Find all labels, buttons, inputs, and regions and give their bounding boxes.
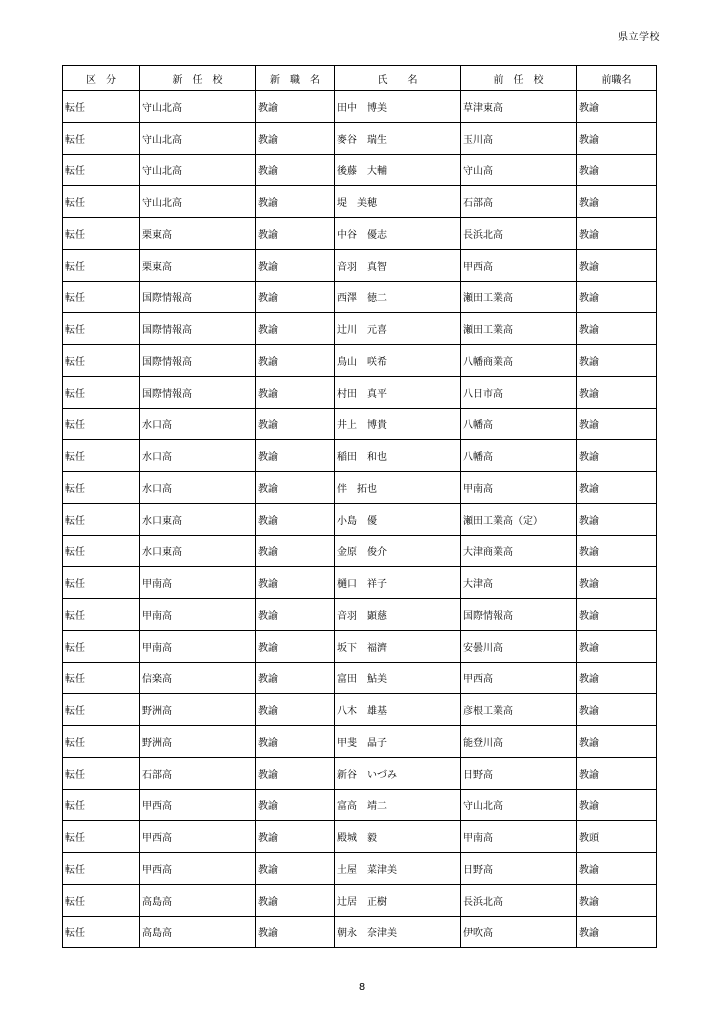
- cell-previous-school: 石部高: [461, 186, 577, 218]
- page-number: 8: [358, 982, 366, 993]
- cell-previous-school: 瀬田工業高: [461, 313, 577, 345]
- cell-new-school: 国際情報高: [140, 345, 256, 377]
- cell-previous-title: 教諭: [577, 853, 657, 885]
- cell-previous-title: 教諭: [577, 662, 657, 694]
- cell-new-title: 教諭: [256, 440, 335, 472]
- cell-new-school: 高島高: [140, 884, 256, 916]
- table-row: [63, 535, 657, 567]
- table-row: [63, 91, 657, 123]
- cell-name: 後藤 大輔: [335, 154, 461, 186]
- cell-category: 転任: [63, 726, 140, 758]
- cell-category: 転任: [63, 662, 140, 694]
- cell-new-title: 教諭: [256, 218, 335, 250]
- cell-new-title: 教諭: [256, 345, 335, 377]
- cell-previous-title: 教諭: [577, 630, 657, 662]
- table-row: [63, 503, 657, 535]
- cell-category: 転任: [63, 789, 140, 821]
- personnel-transfer-table: [62, 65, 657, 948]
- cell-category: 転任: [63, 91, 140, 123]
- cell-new-title: 教諭: [256, 186, 335, 218]
- cell-previous-title: 教諭: [577, 789, 657, 821]
- cell-name: 土屋 菜津美: [335, 853, 461, 885]
- cell-category: 転任: [63, 694, 140, 726]
- table-row: [63, 154, 657, 186]
- table-body: [63, 91, 657, 948]
- cell-new-title: 教諭: [256, 91, 335, 123]
- column-header-previous-title: 前職名: [577, 66, 657, 91]
- cell-previous-school: 瀬田工業高（定）: [461, 503, 577, 535]
- table-row: [63, 440, 657, 472]
- cell-previous-school: 安曇川高: [461, 630, 577, 662]
- cell-new-school: 甲西高: [140, 821, 256, 853]
- cell-new-school: 水口高: [140, 408, 256, 440]
- cell-category: 転任: [63, 345, 140, 377]
- cell-new-title: 教諭: [256, 535, 335, 567]
- cell-new-school: 守山北高: [140, 122, 256, 154]
- cell-previous-school: 甲南高: [461, 821, 577, 853]
- cell-previous-school: 能登川高: [461, 726, 577, 758]
- cell-previous-school: 日野高: [461, 853, 577, 885]
- cell-new-school: 甲南高: [140, 599, 256, 631]
- cell-name: 朝永 奈津美: [335, 916, 461, 948]
- cell-previous-school: 伊吹高: [461, 916, 577, 948]
- cell-previous-title: 教諭: [577, 599, 657, 631]
- cell-previous-title: 教諭: [577, 249, 657, 281]
- column-header-category: 区 分: [63, 66, 140, 91]
- table-row: [63, 218, 657, 250]
- cell-previous-school: 守山北高: [461, 789, 577, 821]
- cell-new-school: 甲西高: [140, 789, 256, 821]
- cell-category: 転任: [63, 154, 140, 186]
- cell-new-title: 教諭: [256, 757, 335, 789]
- cell-name: 稲田 和也: [335, 440, 461, 472]
- cell-name: 西澤 徳二: [335, 281, 461, 313]
- cell-category: 転任: [63, 853, 140, 885]
- cell-new-title: 教諭: [256, 376, 335, 408]
- cell-previous-school: 大津商業高: [461, 535, 577, 567]
- cell-new-school: 野洲高: [140, 726, 256, 758]
- cell-new-school: 栗東高: [140, 218, 256, 250]
- cell-new-school: 国際情報高: [140, 313, 256, 345]
- table-row: [63, 662, 657, 694]
- cell-previous-school: 八幡商業高: [461, 345, 577, 377]
- table-row: [63, 853, 657, 885]
- cell-name: 音羽 顕慈: [335, 599, 461, 631]
- table-row: [63, 757, 657, 789]
- table-row: [63, 789, 657, 821]
- cell-name: 村田 真平: [335, 376, 461, 408]
- cell-previous-school: 大津高: [461, 567, 577, 599]
- cell-new-title: 教諭: [256, 408, 335, 440]
- cell-previous-title: 教諭: [577, 376, 657, 408]
- cell-previous-title: 教諭: [577, 535, 657, 567]
- cell-new-title: 教諭: [256, 884, 335, 916]
- column-header-new-title: 新 職 名: [256, 66, 335, 91]
- cell-previous-school: 長浜北高: [461, 884, 577, 916]
- cell-previous-title: 教諭: [577, 440, 657, 472]
- cell-new-school: 守山北高: [140, 154, 256, 186]
- cell-new-title: 教諭: [256, 122, 335, 154]
- cell-previous-school: 草津東高: [461, 91, 577, 123]
- table-header: [63, 66, 657, 91]
- cell-category: 転任: [63, 884, 140, 916]
- cell-previous-title: 教諭: [577, 694, 657, 726]
- cell-previous-title: 教諭: [577, 757, 657, 789]
- cell-previous-school: 八日市高: [461, 376, 577, 408]
- cell-category: 転任: [63, 757, 140, 789]
- cell-previous-school: 八幡高: [461, 408, 577, 440]
- cell-name: 田中 博美: [335, 91, 461, 123]
- cell-new-school: 高島高: [140, 916, 256, 948]
- cell-name: 金原 俊介: [335, 535, 461, 567]
- cell-category: 転任: [63, 916, 140, 948]
- cell-previous-school: 長浜北高: [461, 218, 577, 250]
- table-row: [63, 249, 657, 281]
- table-row: [63, 313, 657, 345]
- cell-category: 転任: [63, 408, 140, 440]
- cell-previous-title: 教諭: [577, 408, 657, 440]
- cell-new-title: 教諭: [256, 249, 335, 281]
- cell-category: 転任: [63, 472, 140, 504]
- cell-new-school: 水口高: [140, 472, 256, 504]
- cell-previous-title: 教諭: [577, 726, 657, 758]
- table-row: [63, 726, 657, 758]
- cell-previous-school: 甲西高: [461, 249, 577, 281]
- table-row: [63, 186, 657, 218]
- cell-previous-title: 教諭: [577, 91, 657, 123]
- cell-new-title: 教諭: [256, 503, 335, 535]
- table-row: [63, 122, 657, 154]
- cell-new-school: 甲南高: [140, 630, 256, 662]
- cell-new-title: 教諭: [256, 821, 335, 853]
- cell-previous-title: 教諭: [577, 345, 657, 377]
- cell-name: 新谷 いづみ: [335, 757, 461, 789]
- cell-previous-title: 教頭: [577, 821, 657, 853]
- cell-new-school: 栗東高: [140, 249, 256, 281]
- cell-previous-title: 教諭: [577, 122, 657, 154]
- cell-previous-school: 甲西高: [461, 662, 577, 694]
- table-row: [63, 472, 657, 504]
- cell-name: 伴 拓也: [335, 472, 461, 504]
- cell-name: 富田 鮎美: [335, 662, 461, 694]
- cell-new-title: 教諭: [256, 916, 335, 948]
- column-header-name: 氏 名: [335, 66, 461, 91]
- cell-new-title: 教諭: [256, 472, 335, 504]
- cell-name: 小島 優: [335, 503, 461, 535]
- cell-previous-school: 日野高: [461, 757, 577, 789]
- cell-name: 富高 靖二: [335, 789, 461, 821]
- cell-previous-title: 教諭: [577, 218, 657, 250]
- table-row: [63, 916, 657, 948]
- cell-previous-title: 教諭: [577, 916, 657, 948]
- cell-previous-title: 教諭: [577, 186, 657, 218]
- cell-previous-school: 瀬田工業高: [461, 281, 577, 313]
- cell-category: 転任: [63, 281, 140, 313]
- cell-previous-school: 彦根工業高: [461, 694, 577, 726]
- table-row: [63, 821, 657, 853]
- table-row: [63, 281, 657, 313]
- cell-category: 転任: [63, 630, 140, 662]
- cell-previous-title: 教諭: [577, 281, 657, 313]
- cell-new-school: 信楽高: [140, 662, 256, 694]
- cell-category: 転任: [63, 218, 140, 250]
- cell-new-school: 守山北高: [140, 186, 256, 218]
- cell-category: 転任: [63, 249, 140, 281]
- cell-name: 辻川 元喜: [335, 313, 461, 345]
- cell-category: 転任: [63, 567, 140, 599]
- cell-previous-school: 甲南高: [461, 472, 577, 504]
- cell-name: 中谷 優志: [335, 218, 461, 250]
- cell-category: 転任: [63, 821, 140, 853]
- cell-new-title: 教諭: [256, 567, 335, 599]
- cell-previous-title: 教諭: [577, 154, 657, 186]
- cell-previous-title: 教諭: [577, 503, 657, 535]
- cell-name: 堤 美穂: [335, 186, 461, 218]
- cell-previous-title: 教諭: [577, 567, 657, 599]
- cell-name: 樋口 祥子: [335, 567, 461, 599]
- cell-previous-school: 国際情報高: [461, 599, 577, 631]
- cell-new-title: 教諭: [256, 154, 335, 186]
- table-row: [63, 599, 657, 631]
- cell-new-school: 守山北高: [140, 91, 256, 123]
- cell-new-school: 甲南高: [140, 567, 256, 599]
- cell-name: 甲斐 晶子: [335, 726, 461, 758]
- cell-new-title: 教諭: [256, 281, 335, 313]
- cell-new-title: 教諭: [256, 726, 335, 758]
- cell-name: 音羽 真智: [335, 249, 461, 281]
- cell-previous-school: 八幡高: [461, 440, 577, 472]
- cell-category: 転任: [63, 376, 140, 408]
- cell-new-title: 教諭: [256, 662, 335, 694]
- cell-category: 転任: [63, 186, 140, 218]
- table-row: [63, 630, 657, 662]
- cell-new-school: 甲西高: [140, 853, 256, 885]
- cell-previous-title: 教諭: [577, 472, 657, 504]
- cell-category: 転任: [63, 122, 140, 154]
- cell-new-school: 国際情報高: [140, 281, 256, 313]
- cell-name: 鳥山 咲希: [335, 345, 461, 377]
- cell-new-title: 教諭: [256, 630, 335, 662]
- column-header-new-school: 新 任 校: [140, 66, 256, 91]
- table-row: [63, 567, 657, 599]
- table-row: [63, 694, 657, 726]
- cell-new-school: 水口東高: [140, 503, 256, 535]
- cell-category: 転任: [63, 535, 140, 567]
- cell-name: 麥谷 瑞生: [335, 122, 461, 154]
- cell-new-title: 教諭: [256, 313, 335, 345]
- cell-previous-school: 玉川高: [461, 122, 577, 154]
- cell-name: 殿城 毅: [335, 821, 461, 853]
- header-row: [63, 66, 657, 91]
- table-row: [63, 884, 657, 916]
- cell-new-school: 水口高: [140, 440, 256, 472]
- document-category-label: 県立学校: [618, 32, 660, 43]
- cell-new-school: 石部高: [140, 757, 256, 789]
- cell-new-school: 水口東高: [140, 535, 256, 567]
- cell-name: 八木 雄基: [335, 694, 461, 726]
- cell-category: 転任: [63, 599, 140, 631]
- cell-new-title: 教諭: [256, 789, 335, 821]
- cell-new-title: 教諭: [256, 599, 335, 631]
- table-row: [63, 376, 657, 408]
- cell-new-title: 教諭: [256, 694, 335, 726]
- cell-previous-title: 教諭: [577, 313, 657, 345]
- cell-previous-school: 守山高: [461, 154, 577, 186]
- cell-new-school: 国際情報高: [140, 376, 256, 408]
- table-row: [63, 408, 657, 440]
- cell-category: 転任: [63, 440, 140, 472]
- cell-new-title: 教諭: [256, 853, 335, 885]
- column-header-previous-school: 前 任 校: [461, 66, 577, 91]
- cell-name: 辻居 正樹: [335, 884, 461, 916]
- cell-name: 井上 博貴: [335, 408, 461, 440]
- cell-category: 転任: [63, 313, 140, 345]
- cell-previous-title: 教諭: [577, 884, 657, 916]
- table-row: [63, 345, 657, 377]
- cell-name: 坂下 福濟: [335, 630, 461, 662]
- cell-new-school: 野洲高: [140, 694, 256, 726]
- cell-category: 転任: [63, 503, 140, 535]
